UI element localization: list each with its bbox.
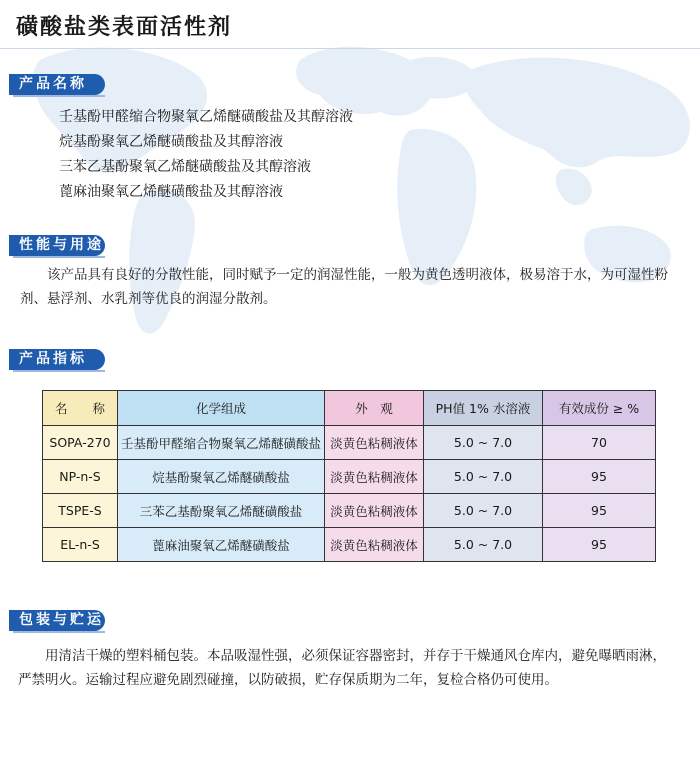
list-item: 蓖麻油聚氧乙烯醚磺酸盐及其醇溶液 [59,184,283,200]
section-heading-label: 产品指标 [19,351,87,367]
cell-appearance: 淡黄色粘稠液体 [325,460,424,494]
cell-composition: 壬基酚甲醛缩合物聚氧乙烯醚磺酸盐 [118,426,325,460]
list-item: 烷基酚聚氧乙烯醚磺酸盐及其醇溶液 [59,134,283,150]
section-underline [13,95,105,97]
cell-effective-content: 70 [543,426,656,460]
section-underline [13,256,105,258]
cell-composition: 三苯乙基酚聚氧乙烯醚磺酸盐 [118,494,325,528]
column-header-composition: 化学组成 [118,391,325,426]
table-row [43,528,656,562]
section-underline [13,631,105,633]
list-item: 三苯乙基酚聚氧乙烯醚磺酸盐及其醇溶液 [59,159,311,175]
cell-name: TSPE-S [43,494,118,528]
cell-ph: 5.0 ~ 7.0 [424,460,543,494]
column-header-name: 名 称 [43,391,118,426]
column-header-ph: PH值 1% 水溶液 [424,391,543,426]
spec-table [42,390,656,562]
table-row [43,460,656,494]
table-row [43,494,656,528]
cell-effective-content: 95 [543,494,656,528]
cell-composition: 蓖麻油聚氧乙烯醚磺酸盐 [118,528,325,562]
cell-composition: 烷基酚聚氧乙烯醚磺酸盐 [118,460,325,494]
product-name-list [59,105,353,205]
cell-appearance: 淡黄色粘稠液体 [325,528,424,562]
cell-ph: 5.0 ~ 7.0 [424,528,543,562]
page-title: 磺酸盐类表面活性剂 [16,15,233,40]
cell-name: SOPA-270 [43,426,118,460]
list-item: 壬基酚甲醛缩合物聚氧乙烯醚磺酸盐及其醇溶液 [59,109,353,125]
performance-paragraph: 该产品具有良好的分散性能，同时赋予一定的润湿性能，一般为黄色透明液体，极易溶于水，为可湿性粉剂、悬浮剂、水乳剂等优良的润湿分散剂。 [20,267,668,307]
cell-name: NP-n-S [43,460,118,494]
section-heading-label: 性能与用途 [19,237,104,253]
cell-appearance: 淡黄色粘稠液体 [325,494,424,528]
title-divider [0,48,700,49]
column-header-appearance: 外 观 [325,391,424,426]
cell-effective-content: 95 [543,460,656,494]
table-row [43,426,656,460]
section-underline [13,370,105,372]
table-header-row [43,391,656,426]
cell-appearance: 淡黄色粘稠液体 [325,426,424,460]
packaging-paragraph: 用清洁干燥的塑料桶包装。本品吸湿性强，必须保证容器密封，并存于干燥通风仓库内，避免曝晒雨淋，严禁明火。运输过程应避免剧烈碰撞，以防破损，贮存保质期为二年，复检合格仍可使用。 [18,648,666,688]
section-heading-label: 包装与贮运 [19,612,104,628]
column-header-effective-content: 有效成份 ≥ % [543,391,656,426]
cell-name: EL-n-S [43,528,118,562]
section-heading-label: 产品名称 [19,76,87,92]
cell-effective-content: 95 [543,528,656,562]
cell-ph: 5.0 ~ 7.0 [424,426,543,460]
cell-ph: 5.0 ~ 7.0 [424,494,543,528]
